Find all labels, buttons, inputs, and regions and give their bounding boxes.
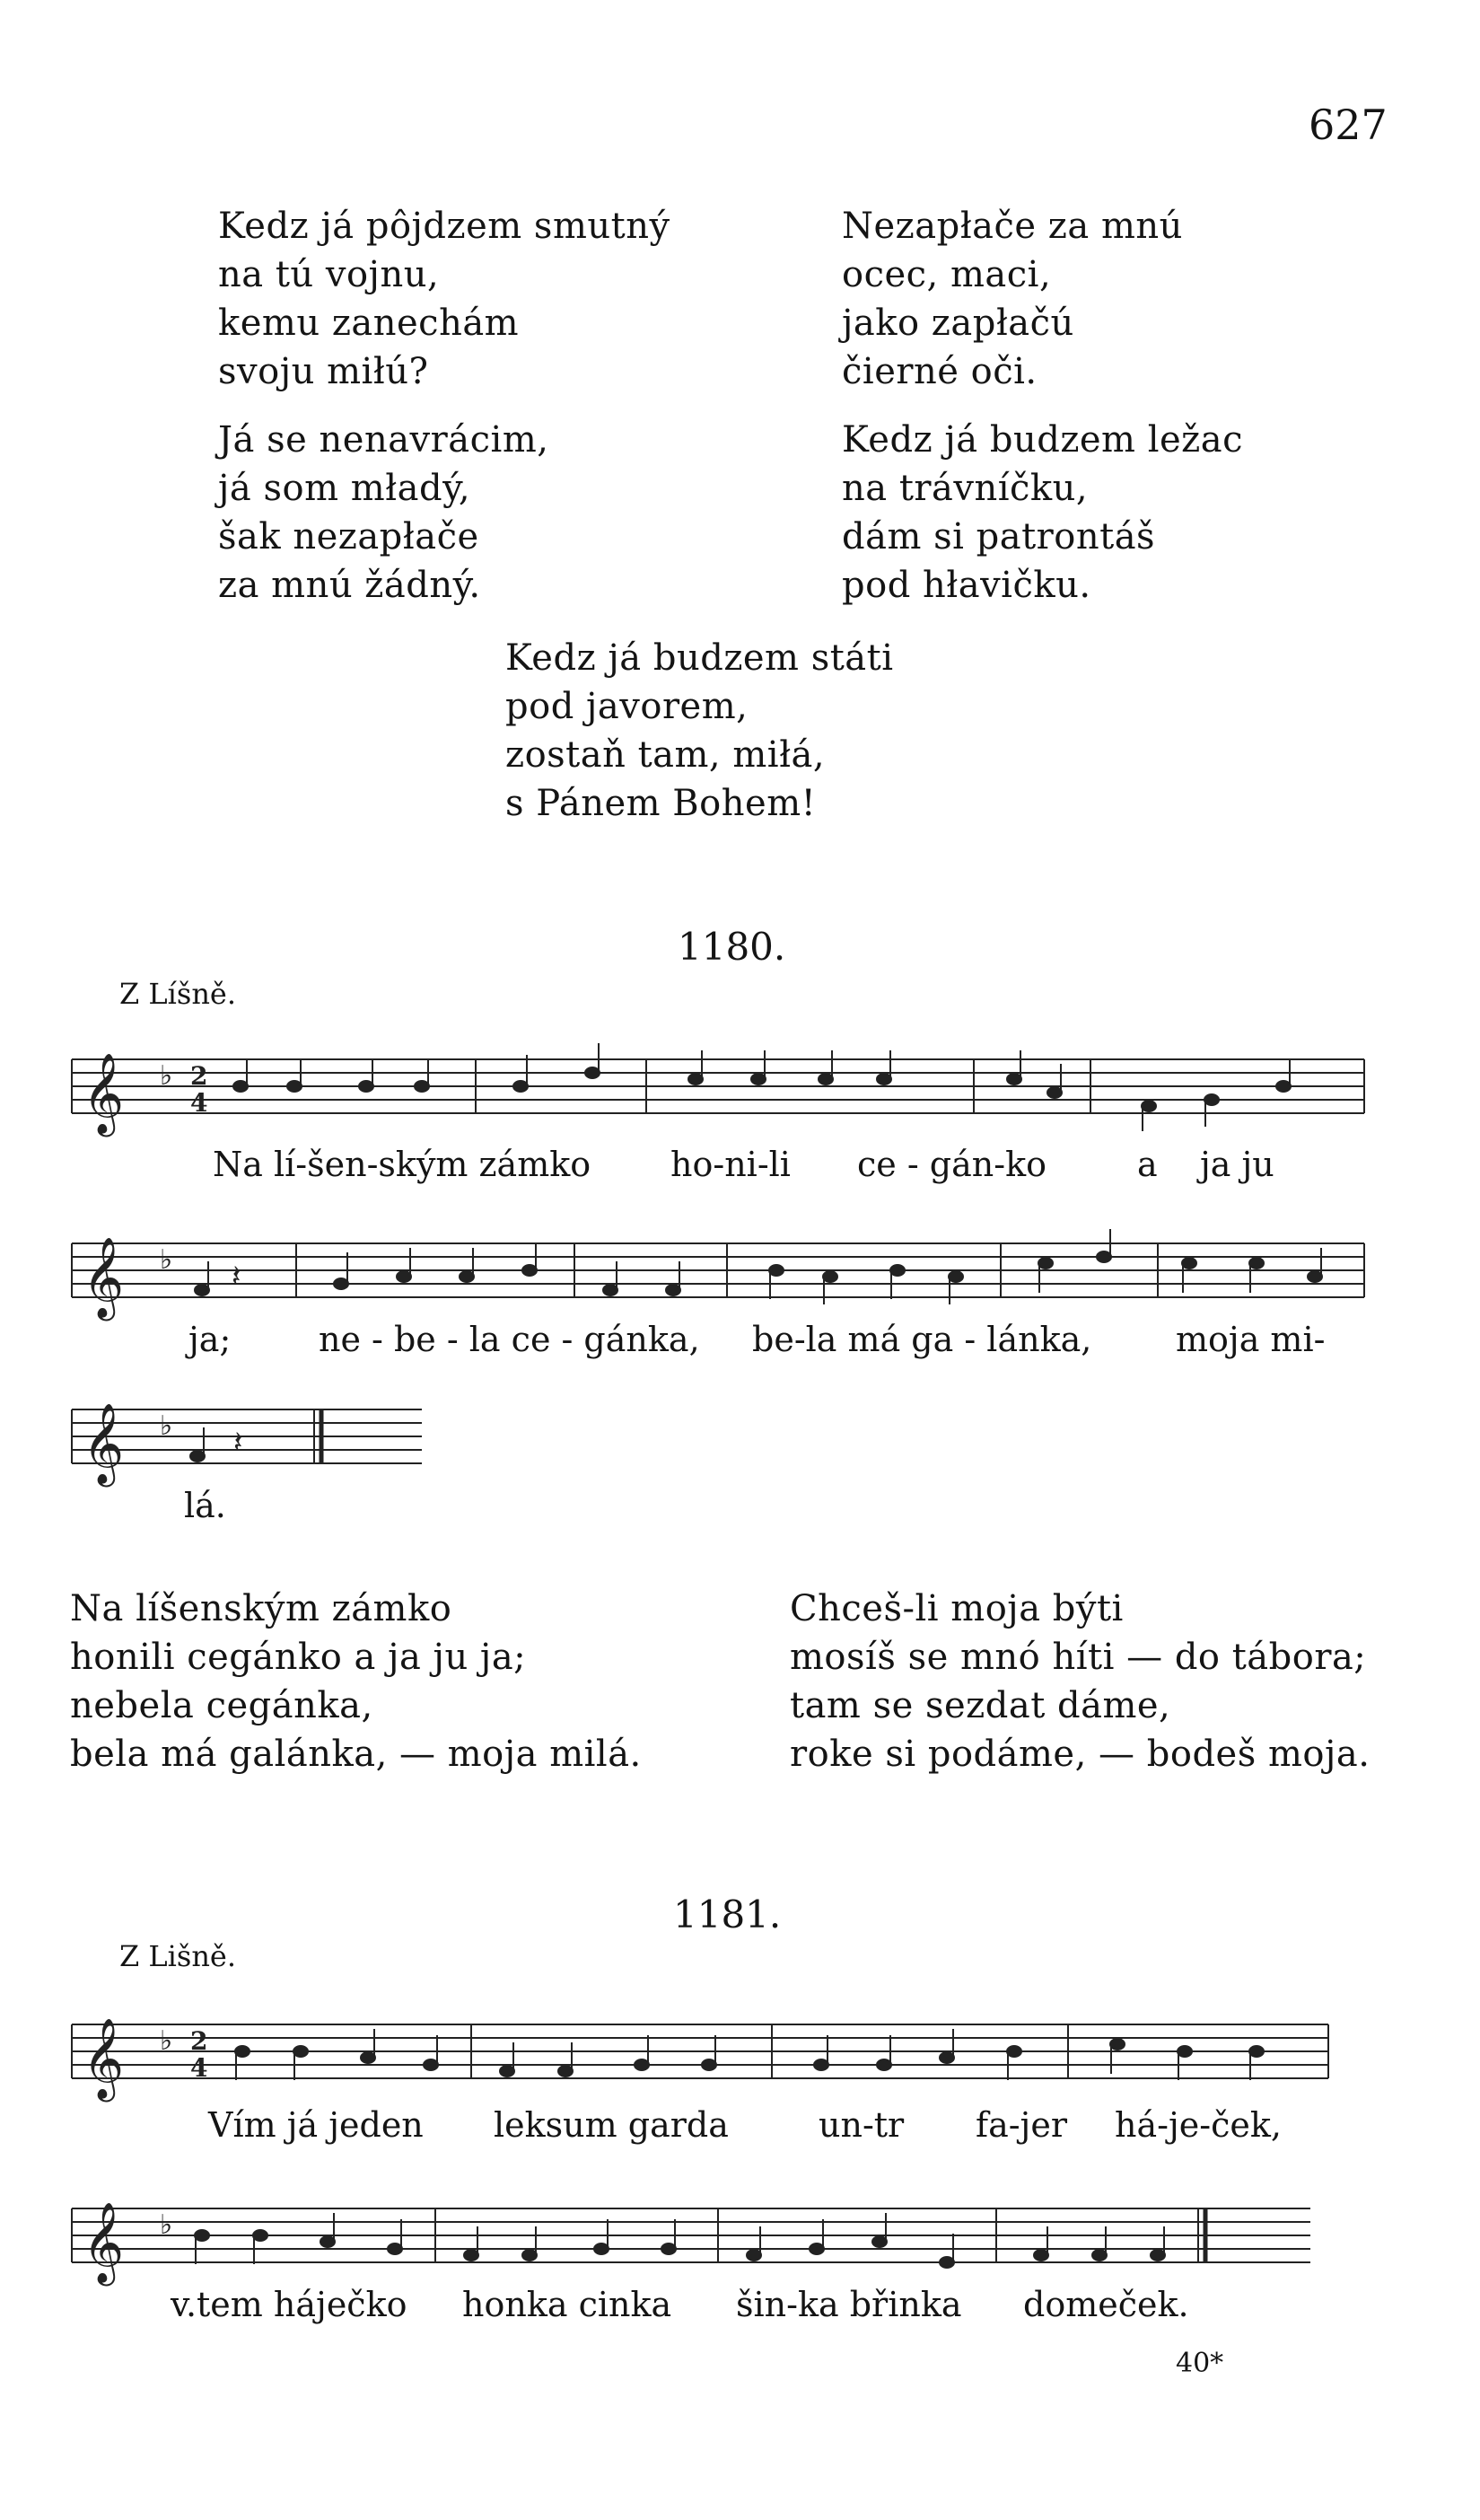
song-origin-1181: Z Lišně.: [119, 1939, 237, 1973]
poem-left-stanza-2: Já se nenavrácim, já som mładý, šak nezapłače za mnú žádný.: [218, 419, 549, 606]
song-number-1180: 1180.: [678, 925, 786, 969]
song-origin-1180: Z Líšně.: [119, 977, 237, 1011]
lyrics-1180-line-3: lá.: [184, 1486, 226, 1525]
time-signature-top: 2: [190, 2026, 208, 2056]
song-1180-text-right: Chceš-li moja býti mosíš se mnó híti — do tábora; tam se sezdat dáme, roke si podáme, — bodeš moja.: [790, 1588, 1371, 1775]
svg-text:𝄽: 𝄽: [233, 1425, 243, 1461]
music-staff-1181-line-1: [72, 1998, 1418, 2105]
treble-clef-icon: 𝄞: [83, 1237, 125, 1318]
song-number-1181: 1181.: [673, 1892, 782, 1936]
printer-signature-mark: 40*: [1176, 2348, 1224, 2379]
flat-icon: ♭: [160, 1410, 173, 1442]
music-staff-1180-line-3: [72, 1383, 449, 1490]
poem-center-stanza: Kedz já budzem státi pod javorem, zostaň tam, miłá, s Pánem Bohem!: [505, 637, 894, 824]
treble-clef-icon: 𝄞: [83, 1403, 125, 1484]
page-number: 627: [1309, 101, 1388, 149]
time-signature-top: 2: [190, 1061, 208, 1091]
flat-icon: ♭: [160, 2025, 173, 2057]
svg-text:𝄽: 𝄽: [232, 1259, 241, 1295]
poem-right-stanza-2: Kedz já budzem ležac na trávníčku, dám si patrontáš pod hłavičku.: [842, 419, 1243, 606]
flat-icon: ♭: [160, 1060, 173, 1092]
treble-clef-icon: 𝄞: [83, 2018, 125, 2099]
time-signature-bottom: 4: [190, 1088, 208, 1118]
notes: [190, 1425, 242, 1462]
notes: [195, 1229, 1322, 1304]
music-staff-1180-line-1: [72, 1032, 1418, 1140]
music-staff-1180-line-2: [72, 1216, 1418, 1324]
treble-clef-icon: 𝄞: [83, 1053, 125, 1134]
poem-left-stanza-1: Kedz já pôjdzem smutný na tú vojnu, kemu zanechám svoju miłú?: [218, 206, 670, 392]
song-1180-text-left: Na líšenským zámko honili cegánko a ja ju ja; nebela cegánka, bela má galánka, — moja milá.: [70, 1588, 642, 1775]
music-staff-1181-line-2: [72, 2182, 1418, 2289]
notes: [235, 2029, 1264, 2080]
poem-right-stanza-1: Nezapłače za mnú ocec, maci, jako zapłačú čierné oči.: [842, 206, 1183, 392]
time-signature-bottom: 4: [190, 2053, 208, 2083]
flat-icon: ♭: [160, 2209, 173, 2241]
flat-icon: ♭: [160, 1244, 173, 1276]
treble-clef-icon: 𝄞: [83, 2202, 125, 2283]
